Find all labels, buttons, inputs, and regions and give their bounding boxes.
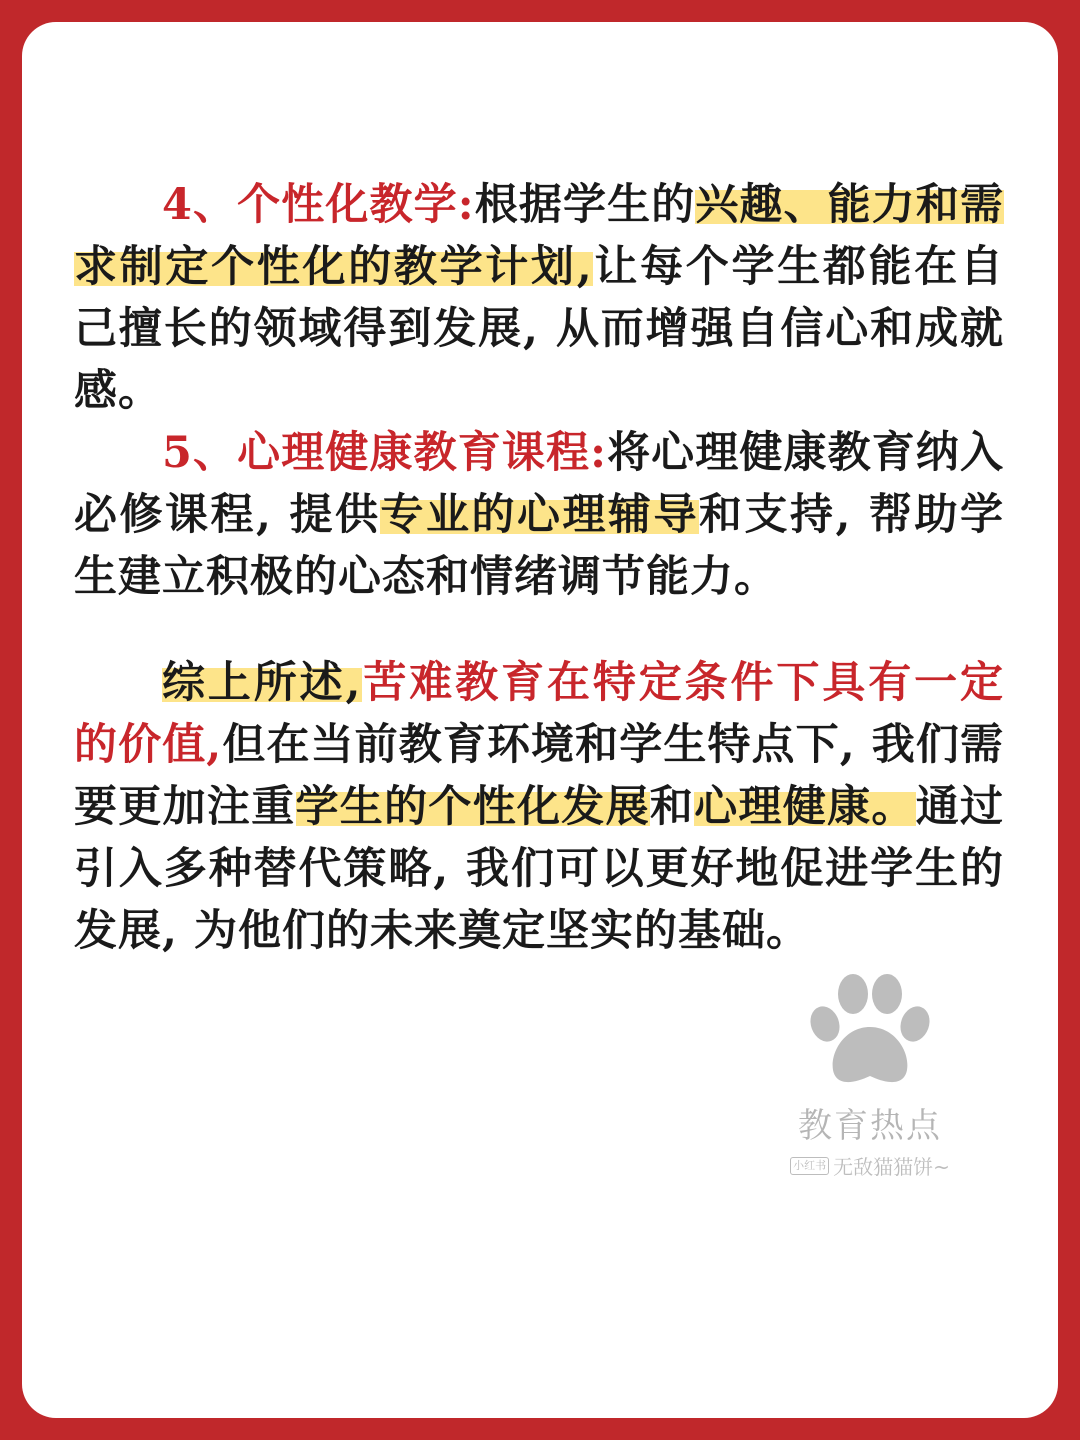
summary-connector: 和: [649, 782, 695, 832]
watermark: [780, 972, 960, 1180]
summary-red-text: 苦难教育在特定条件下具有一定的价值,: [74, 658, 1004, 770]
summary-lead-highlight: 综上所述,: [162, 658, 362, 708]
article-body: [74, 174, 1004, 962]
paragraph-5-highlight: 专业的心理辅导: [380, 490, 700, 540]
paragraph-4-highlight: 兴趣、能力和需求制定个性化的教学计划,: [74, 180, 1005, 292]
summary-text: 但在当前教育环境和学生特点下, 我们需要更加注重: [74, 720, 1004, 832]
paragraph-4-heading: 4、个性化教学:: [162, 180, 475, 230]
paragraph-5: [74, 422, 1004, 608]
paragraph-4: [74, 174, 1004, 422]
paragraph-5-heading: 5、心理健康教育课程:: [162, 428, 607, 478]
summary-highlight-1: 学生的个性化发展: [295, 782, 650, 832]
paw-icon: [805, 972, 935, 1092]
paragraph-5-text-rest: 和支持, 帮助学生建立积极的心态和情绪调节能力。: [74, 490, 1004, 602]
paragraph-4-text-rest: 让每个学生都能在自己擅长的领域得到发展, 从而增强自信心和成就感。: [74, 242, 1004, 416]
summary-paragraph: [74, 652, 1004, 962]
paragraph-5-text: 将心理健康教育纳入必修课程, 提供: [74, 428, 1004, 540]
watermark-author-row: [780, 1151, 960, 1180]
summary-text-rest: 通过引入多种替代策略, 我们可以更好地促进学生的发展, 为他们的未来奠定坚实的基础。: [74, 782, 1005, 956]
platform-logo: 小红书: [790, 1157, 829, 1175]
watermark-title: 教育热点: [798, 1106, 942, 1146]
summary-highlight-2: 心理健康。: [694, 782, 916, 832]
content-card: [22, 22, 1058, 1418]
paragraph-4-text: 根据学生的: [474, 180, 696, 230]
watermark-author: 无敌猫猫饼~: [833, 1155, 950, 1179]
